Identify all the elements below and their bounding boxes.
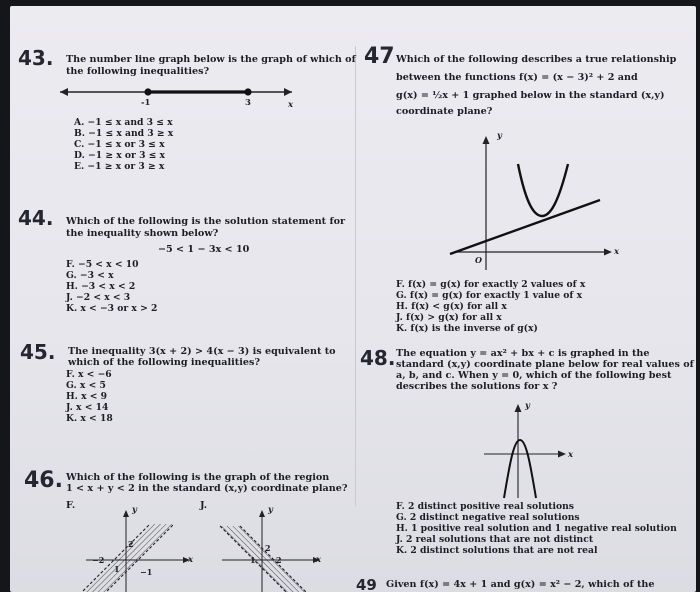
x-axis-arrow-icon [604,249,612,256]
q43-number-line [60,82,300,112]
q45-text-line1: The inequality 3(x + 2) > 4(x − 3) is equivalent to [68,346,336,357]
q44-expression: −5 < 1 − 3x < 10 [158,244,250,255]
q47-number: 47 [364,44,395,69]
q46-j-tick-2y: 2 [265,543,271,553]
shaded-region [76,524,174,592]
q46-f-tick-1: 1 [114,564,120,574]
q44-number: 44. [18,206,54,230]
q46-j-tick-1: 1 [250,555,256,565]
q49-text-line1: Given f(x) = 4x + 1 and g(x) = x² − 2, which of the [386,579,655,590]
q48-choice-f[interactable]: F. 2 distinct positive real solutions [396,501,574,512]
q46-f-tick-neg1: −1 [140,567,153,577]
y-axis-arrow-icon [483,136,490,144]
q48-graph [480,402,580,502]
q44-choice-g[interactable]: G. −3 < x [66,270,114,281]
closed-endpoint-left [144,88,151,95]
q46-f-y-label: y [132,505,137,515]
q48-y-label: y [525,401,530,411]
q48-text-line1: The equation y = ax² + bx + c is graphed in the [396,348,650,359]
q48-text-line3: a, b, and c. When y = 0, which of the following best [396,370,672,381]
q47-choice-g[interactable]: G. f(x) = g(x) for exactly 1 value of x [396,290,583,301]
q45-number: 45. [20,340,56,364]
q46-number: 46. [24,468,63,493]
q46-graph-j[interactable] [218,506,328,592]
q43-choice-a[interactable]: A. −1 ≤ x and 3 ≤ x [74,117,173,128]
q44-choice-h[interactable]: H. −3 < x < 2 [66,281,136,292]
q46-j-x-label: x [316,555,322,565]
q46-choice-f-label[interactable]: F. [66,500,76,511]
q48-choice-j[interactable]: J. 2 real solutions that are not distinct [396,534,594,545]
q47-text-line2: between the functions f(x) = (x − 3)² + 2 and [396,72,638,83]
shaded-region [220,526,314,592]
q46-f-tick-2: 2 [128,539,134,549]
y-axis-arrow-icon [259,510,265,517]
q46-text-line2: 1 < x + y < 2 in the standard (x,y) coordinate plane? [66,483,348,494]
parabola-f [518,164,568,216]
q47-y-label: y [497,131,502,141]
q47-choice-k[interactable]: K. f(x) is the inverse of g(x) [396,323,538,334]
right-arrow-icon [284,88,292,96]
q49-number: 49 [356,576,377,592]
q47-origin-label: O [475,255,482,265]
column-divider [355,46,356,506]
q44-choice-f[interactable]: F. −5 < x < 10 [66,259,139,270]
q46-text-line1: Which of the following is the graph of the region [66,472,330,483]
left-arrow-icon [60,88,68,96]
q43-choice-b[interactable]: B. −1 ≤ x and 3 ≥ x [74,128,174,139]
x-axis-arrow-icon [558,451,566,458]
q44-text-line1: Which of the following is the solution statement for [66,216,346,227]
q46-j-tick-2x: 2 [276,555,282,565]
q43-choice-d[interactable]: D. −1 ≥ x or 3 ≤ x [74,150,166,161]
q43-axis-label: x [288,100,294,110]
q43-number: 43. [18,46,54,70]
q46-f-tick-neg2: −2 [92,555,105,565]
closed-endpoint-right [244,88,251,95]
q45-choice-k[interactable]: K. x < 18 [66,413,113,424]
line-g [450,200,600,254]
q47-choice-h[interactable]: H. f(x) < g(x) for all x [396,301,507,312]
q47-choice-j[interactable]: J. f(x) > g(x) for all x [396,312,502,323]
q45-choice-g[interactable]: G. x < 5 [66,380,106,391]
q43-text-line2: the following inequalities? [66,66,210,77]
q48-choice-k[interactable]: K. 2 distinct solutions that are not real [396,545,598,556]
q46-choice-j-label[interactable]: J. [200,500,208,511]
q46-j-y-label: y [268,505,273,515]
q43-text-line1: The number line graph below is the graph of which of [66,54,356,65]
q45-choice-h[interactable]: H. x < 9 [66,391,108,402]
q47-x-label: x [614,247,620,257]
q44-text-line2: the inequality shown below? [66,228,219,239]
q48-x-label: x [568,450,574,460]
q48-number: 48. [360,346,396,370]
y-axis-arrow-icon [123,510,129,517]
q45-choice-j[interactable]: J. x < 14 [66,402,109,413]
q48-choice-g[interactable]: G. 2 distinct negative real solutions [396,512,580,523]
q44-choice-j[interactable]: J. −2 < x < 3 [66,292,131,303]
q47-text-line1: Which of the following describes a true relationship [396,54,677,65]
q46-graph-f[interactable] [82,506,192,592]
q47-text-line3: g(x) = ½x + 1 graphed below in the standard (x,y) [396,90,665,101]
q45-choice-f[interactable]: F. x < −6 [66,369,112,380]
q47-graph [450,134,620,274]
q43-choice-c[interactable]: C. −1 ≤ x or 3 ≤ x [74,139,165,150]
q46-f-x-label: x [188,555,194,565]
worksheet-page [10,6,696,592]
y-axis-arrow-icon [515,404,522,412]
q45-text-line2: which of the following inequalities? [68,357,261,368]
q43-tick-label-a: -1 [141,98,151,108]
q48-choice-h[interactable]: H. 1 positive real solution and 1 negative real solution [396,523,677,534]
q43-tick-label-b: 3 [245,98,251,108]
q48-text-line4: describes the solutions for x ? [396,381,558,392]
q44-choice-k[interactable]: K. x < −3 or x > 2 [66,303,158,314]
q48-text-line2: standard (x,y) coordinate plane below for real values of [396,359,694,370]
parabola [504,440,536,498]
q47-text-line4: coordinate plane? [396,106,493,117]
q47-choice-f[interactable]: F. f(x) = g(x) for exactly 2 values of x [396,279,586,290]
q43-choice-e[interactable]: E. −1 ≥ x or 3 ≥ x [74,161,165,172]
